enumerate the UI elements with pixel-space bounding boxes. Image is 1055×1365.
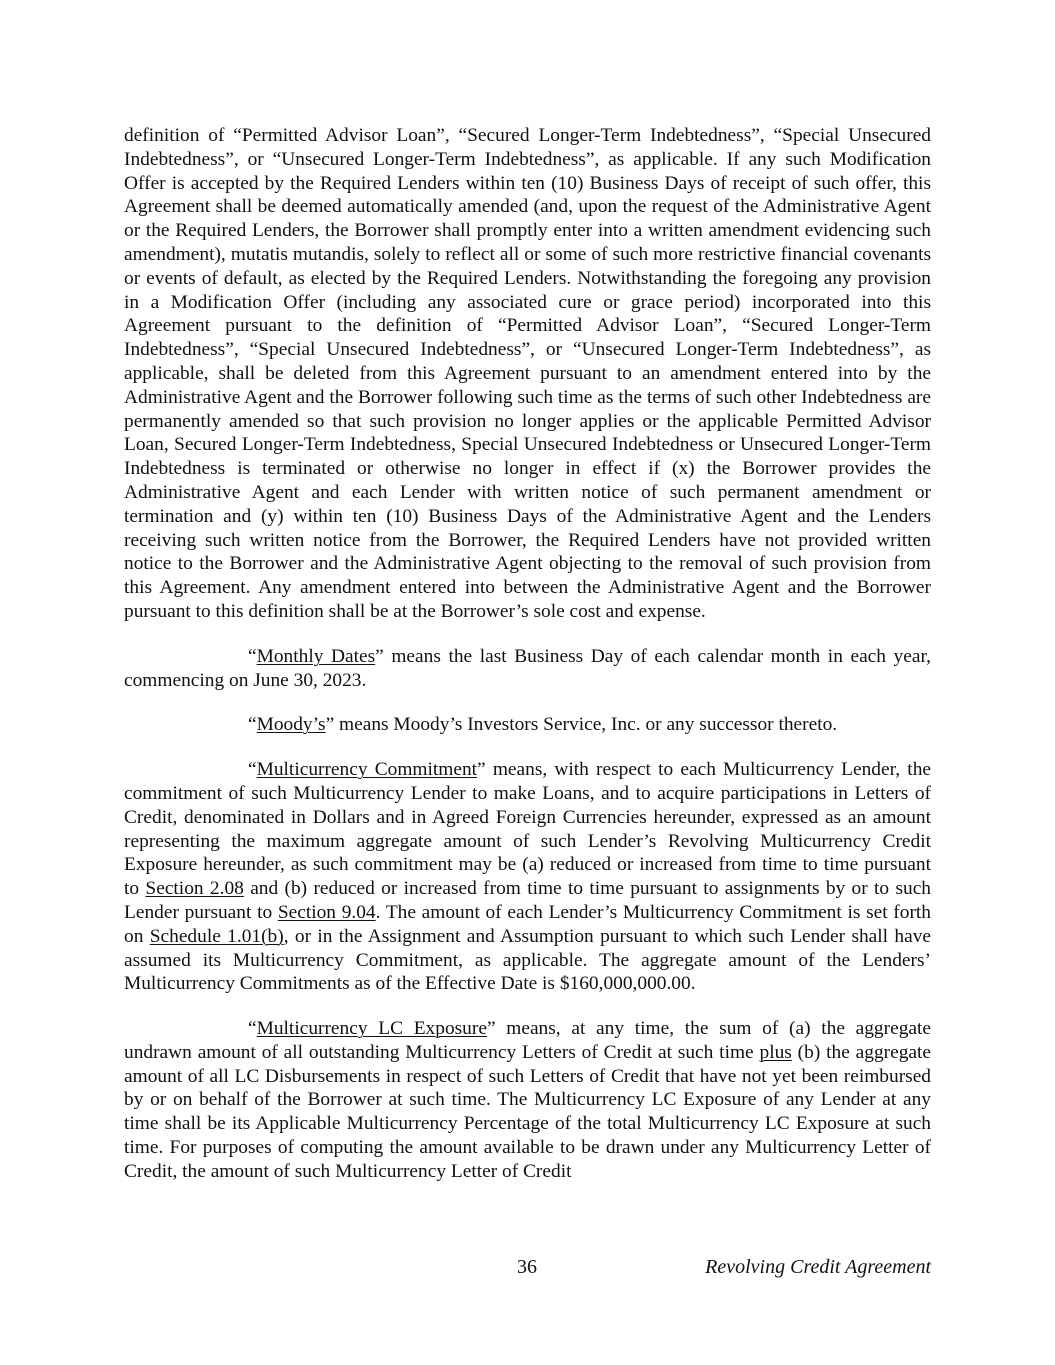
defined-term: Multicurrency Commitment bbox=[256, 759, 478, 781]
definition-body: means the last Business Day of each calendar month in each year, commencing on June 30, 2023. bbox=[124, 645, 931, 691]
definition-monthly-dates bbox=[124, 645, 931, 693]
emphasis-plus: plus bbox=[759, 1041, 792, 1063]
definition-body: . The amount of each Lender’s Multicurrency Commitment is set forth on bbox=[124, 901, 931, 947]
defined-term: Multicurrency LC Exposure bbox=[256, 1018, 487, 1040]
definition-body: and (b) reduced or increased from time to time pursuant to assignments by or to such Lender pursuant to bbox=[124, 878, 932, 923]
definition-body: (b) the aggregate amount of all LC Disbursements in respect of such Letters of Credit that have not yet been reimbursed by or on behalf of the Borrower at such time. The Multicurrency LC Exposure of any Lender at any time shall be its Applicable Multicurrency Percentage of the total Multicurrency LC Exposure at such time. For purposes of computing the amount available to be drawn under any Multicurrency Letter of Credit, the amount of such Multicurrency Letter of Credit bbox=[124, 1041, 932, 1182]
definition-multicurrency-lc-exposure bbox=[124, 1017, 931, 1184]
definition-multicurrency-commitment bbox=[124, 758, 931, 996]
definition-body: , or in the Assignment and Assumption pursuant to which such Lender shall have assumed its Multicurrency Commitment, as applicable. The aggregate amount of the Lenders’ Multicurrency Commitments as of the Effective Date is $160,000,000.00. bbox=[124, 925, 932, 995]
defined-term: Monthly Dates bbox=[256, 645, 376, 667]
close-quote: ” bbox=[486, 1018, 496, 1040]
close-quote: ” bbox=[477, 759, 486, 781]
running-title: Revolving Credit Agreement bbox=[705, 1256, 931, 1278]
close-quote: ” bbox=[325, 714, 335, 736]
definition-body: means, with respect to each Multicurrency Lender, the commitment of such Multicurrency Lender to make Loans, and to acquire participations in Letters of Credit, denominated in Dollars and in Agreed Foreign Currencies hereunder, expressed as an amount representing the maximum aggregate amount of such Lender’s Revolving Multicurrency Credit Exposure hereunder, as such commitment may be (a) reduced or increased from time to time pursuant to bbox=[124, 759, 931, 900]
continuation-paragraph: definition of “Permitted Advisor Loan”, “Secured Longer-Term Indebtedness”, “Special Unsecured Indebtedness”, or “Unsecured Longer-Term Indebtedness”, as applicable. If any such Modification Offer is accepted by the Required Lenders within ten (10) Business Days of receipt of such offer, this Agreement shall be deemed automatically amended (and, upon the request of the Administrative Agent or the Required Lenders, the Borrower shall promptly enter into a written amendment evidencing such amendment), mutatis mutandis, solely to reflect all or some of such more restrictive financial covenants or events of default, as elected by the Required Lenders. Notwithstanding the foregoing any provision in a Modification Offer (including any associated cure or grace period) incorporated into this Agreement pursuant to the definition of “Permitted Advisor Loan”, “Secured Longer-Term Indebtedness”, “Special Unsecured Indebtedness”, or “Unsecured Longer-Term Indebtedness”, as applicable, shall be deleted from this Agreement pursuant to an amendment entered into by the Administrative Agent and the Borrower following such time as the terms of such other Indebtedness are permanently amended so that such provision no longer applies or the applicable Permitted Advisor Loan, Secured Longer-Term Indebtedness, Special Unsecured Indebtedness or Unsecured Longer-Term Indebtedness is terminated or otherwise no longer in effect if (x) the Borrower provides the Administrative Agent and each Lender with written notice of such permanent amendment or termination and (y) within ten (10) Business Days of the Administrative Agent and the Lenders receiving such written notice from the Borrower, the Required Lenders have not provided written notice to the Borrower and the Administrative Agent objecting to the removal of such provision from this Agreement. Any amendment entered into between the Administrative Agent and the Borrower pursuant to this definition shall be at the Borrower’s sole cost and expense. bbox=[124, 125, 931, 622]
section-reference: Section 2.08 bbox=[145, 878, 244, 900]
schedule-reference: Schedule 1.01(b) bbox=[149, 925, 284, 947]
open-quote: “ bbox=[248, 759, 257, 781]
section-reference: Section 9.04 bbox=[277, 901, 376, 923]
definition-body: means, at any time, the sum of (a) the aggregate undrawn amount of all outstanding Multicurrency Letters of Credit at such time bbox=[124, 1018, 931, 1063]
page-footer bbox=[124, 1256, 931, 1282]
definition-moodys bbox=[124, 713, 931, 737]
document-page bbox=[124, 124, 931, 1184]
close-quote: ” bbox=[375, 645, 384, 667]
defined-term: Moody’s bbox=[256, 714, 326, 736]
page-number: 36 bbox=[517, 1256, 537, 1278]
definition-body: means Moody’s Investors Service, Inc. or any successor thereto. bbox=[334, 714, 838, 736]
open-quote: “ bbox=[248, 645, 257, 667]
open-quote: “ bbox=[248, 714, 257, 736]
open-quote: “ bbox=[248, 1018, 257, 1040]
